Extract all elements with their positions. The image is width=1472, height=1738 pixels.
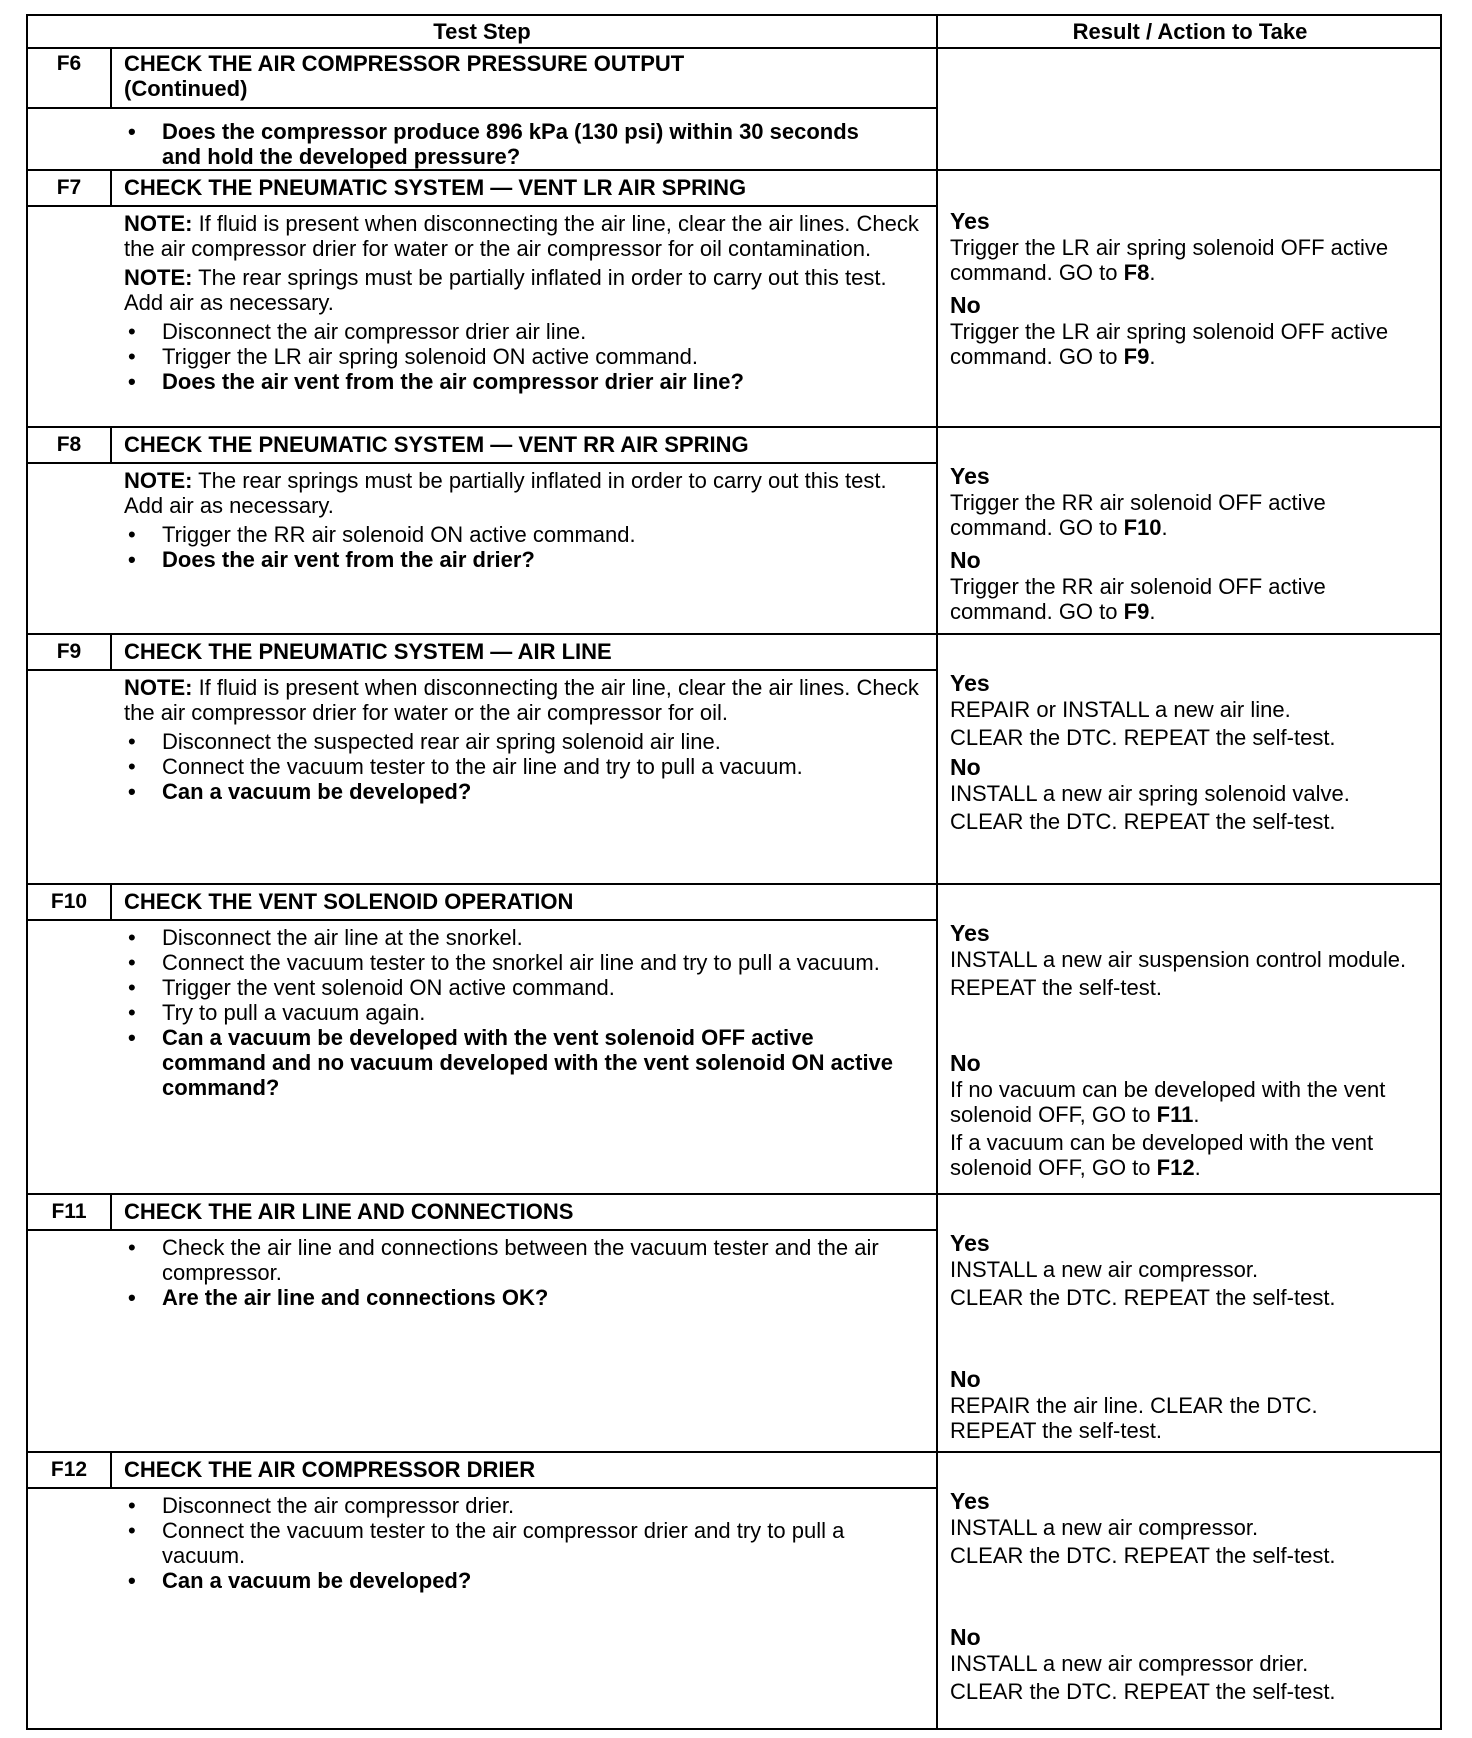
- result-no: No If no vacuum can be developed with the vent solenoid OFF, GO to F11. If a vacuum can be developed with the vent solenoid OFF, GO to F12.: [950, 1050, 1386, 1180]
- step-id: F6: [28, 47, 112, 107]
- step-id: F11: [28, 1195, 112, 1229]
- table-body: [26, 47, 1442, 1730]
- step-id: F7: [28, 171, 112, 205]
- result-yes: Yes INSTALL a new air compressor. CLEAR the DTC. REPEAT the self-test.: [950, 1488, 1336, 1568]
- result-no: No INSTALL a new air compressor drier. CLEAR the DTC. REPEAT the self-test.: [950, 1624, 1336, 1704]
- result-yes: Yes INSTALL a new air suspension control module. REPEAT the self-test.: [950, 920, 1407, 1000]
- step-title: CHECK THE PNEUMATIC SYSTEM — VENT RR AIR SPRING: [124, 432, 749, 457]
- step-title: CHECK THE PNEUMATIC SYSTEM — AIR LINE: [124, 639, 612, 664]
- result-yes: Yes INSTALL a new air compressor. CLEAR the DTC. REPEAT the self-test.: [950, 1230, 1336, 1310]
- step-bullet: • Try to pull a vacuum again.: [124, 1000, 922, 1025]
- step-row-f11: [28, 1195, 1440, 1453]
- header-test-step: Test Step: [28, 16, 938, 47]
- table-header: [26, 14, 1442, 49]
- result-yes: Yes REPAIR or INSTALL a new air line. CLEAR the DTC. REPEAT the self-test.: [950, 670, 1336, 750]
- step-title: CHECK THE PNEUMATIC SYSTEM — VENT LR AIR SPRING: [124, 175, 747, 200]
- result-no: No Trigger the RR air solenoid OFF active command. GO to F9.: [950, 547, 1326, 624]
- step-id: F10: [28, 885, 112, 919]
- step-row-f7: [28, 171, 1440, 428]
- step-question: • Can a vacuum be developed with the vent solenoid OFF active command and no vacuum developed with the vent solenoid ON active command?: [124, 1025, 922, 1100]
- step-id: F8: [28, 428, 112, 462]
- step-row-f6: [28, 47, 1440, 171]
- step-id: F12: [28, 1453, 112, 1487]
- step-row-f8: [28, 428, 1440, 635]
- step-question: • Can a vacuum be developed?: [124, 1568, 922, 1593]
- note: NOTE: The rear springs must be partially inflated in order to carry out this test. Add air as necessary.: [124, 468, 887, 518]
- note: NOTE: If fluid is present when disconnecting the air line, clear the air lines. Check the air compressor drier for water or the air compressor for oil contamination.: [124, 211, 919, 261]
- step-id: F9: [28, 635, 112, 669]
- result-yes: Yes Trigger the LR air spring solenoid OFF active command. GO to F8.: [950, 208, 1389, 285]
- step-question: • Are the air line and connections OK?: [124, 1285, 922, 1310]
- step-bullet: • Trigger the RR air solenoid ON active command.: [124, 522, 922, 547]
- result-no: No INSTALL a new air spring solenoid valve. CLEAR the DTC. REPEAT the self-test.: [950, 754, 1350, 834]
- step-bullet: • Disconnect the air line at the snorkel.: [124, 925, 922, 950]
- step-row-f10: [28, 885, 1440, 1195]
- step-bullet: • Connect the vacuum tester to the snorkel air line and try to pull a vacuum.: [124, 950, 922, 975]
- step-bullet: • Connect the vacuum tester to the air line and try to pull a vacuum.: [124, 754, 922, 779]
- step-title: CHECK THE AIR COMPRESSOR PRESSURE OUTPUT (Continued): [124, 51, 685, 101]
- step-question: • Does the air vent from the air compressor drier air line?: [124, 369, 922, 394]
- result-no: No REPAIR the air line. CLEAR the DTC. REPEAT the self-test.: [950, 1366, 1318, 1443]
- note: NOTE: The rear springs must be partially inflated in order to carry out this test. Add air as necessary.: [124, 265, 887, 315]
- result-yes: Yes Trigger the RR air solenoid OFF active command. GO to F10.: [950, 463, 1326, 540]
- step-bullet: • Disconnect the suspected rear air spring solenoid air line.: [124, 729, 922, 754]
- step-title: CHECK THE AIR LINE AND CONNECTIONS: [124, 1199, 574, 1224]
- step-bullet: • Disconnect the air compressor drier.: [124, 1493, 922, 1518]
- step-bullet: • Check the air line and connections between the vacuum tester and the air compressor.: [124, 1235, 922, 1285]
- step-bullet: • Trigger the vent solenoid ON active command.: [124, 975, 922, 1000]
- step-row-f12: [28, 1453, 1440, 1730]
- step-row-f9: [28, 635, 1440, 885]
- step-bullet: • Disconnect the air compressor drier air line.: [124, 319, 922, 344]
- step-question: • Does the air vent from the air drier?: [124, 547, 922, 572]
- step-title: CHECK THE VENT SOLENOID OPERATION: [124, 889, 574, 914]
- note: NOTE: If fluid is present when disconnecting the air line, clear the air lines. Check the air compressor drier for water or the air compressor for oil.: [124, 675, 919, 725]
- step-bullet: • Connect the vacuum tester to the air compressor drier and try to pull a vacuum.: [124, 1518, 922, 1568]
- step-bullet: • Trigger the LR air spring solenoid ON active command.: [124, 344, 922, 369]
- diagnostic-table: [26, 14, 1442, 1730]
- header-result-action: Result / Action to Take: [1072, 18, 1308, 44]
- step-title: CHECK THE AIR COMPRESSOR DRIER: [124, 1457, 536, 1482]
- step-question: • Does the compressor produce 896 kPa (130 psi) within 30 seconds and hold the developed pressure?: [124, 119, 902, 169]
- step-question: • Can a vacuum be developed?: [124, 779, 922, 804]
- result-no: No Trigger the LR air spring solenoid OFF active command. GO to F9.: [950, 292, 1389, 369]
